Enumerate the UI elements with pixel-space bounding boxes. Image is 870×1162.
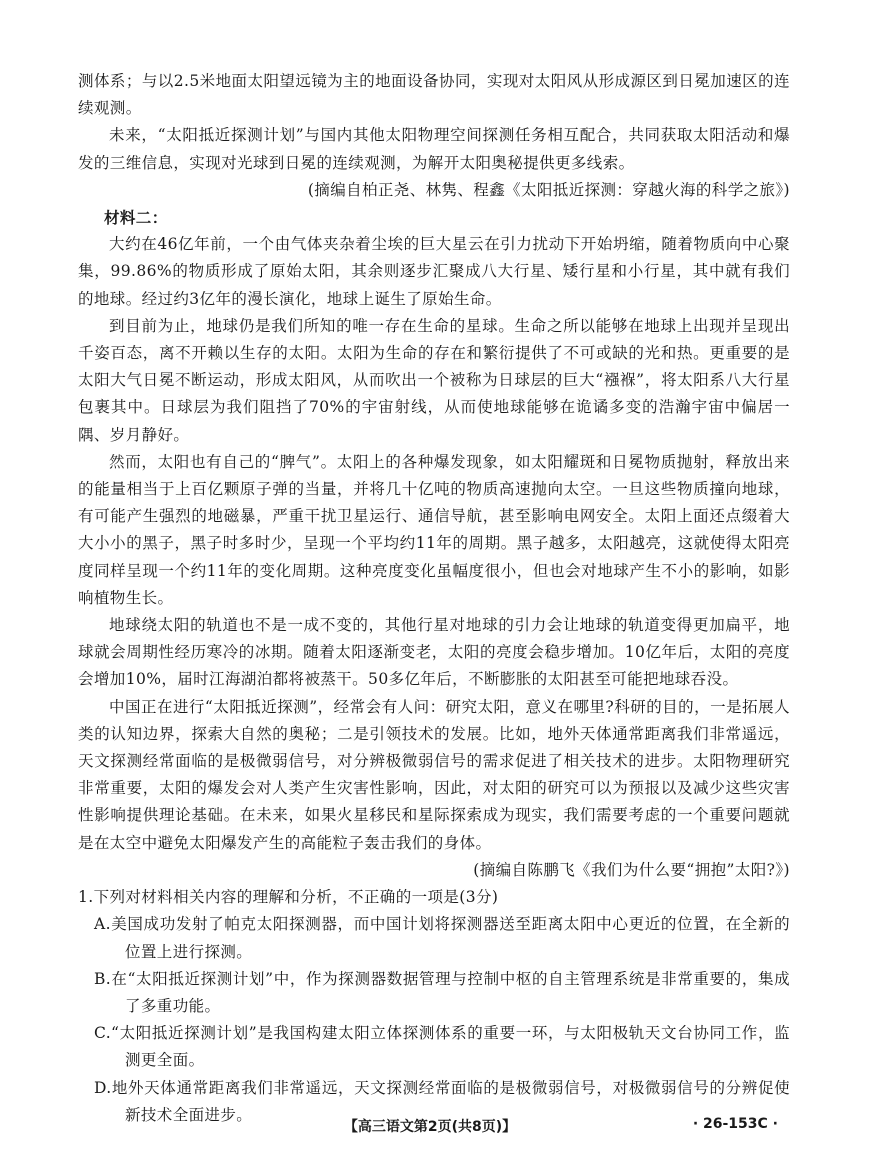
continued-paragraph: 测体系；与以2.5米地面太阳望远镜为主的地面设备协同，实现对太阳风从形成源区到日冕加速区的连续观测。 [78, 72, 790, 118]
material-2-heading: 材料二： [104, 208, 168, 228]
option-a-text: A.美国成功发射了帕克太阳探测器，而中国计划将探测器送至距离太阳中心更近的位置，在全新的位置上进行探测。 [94, 915, 790, 961]
option-b-text: B.在“太阳抵近探测计划”中，作为探测器数据管理与控制中枢的自主管理系统是非常重要的，集成了多重功能。 [94, 969, 790, 1015]
footer-page-label: 【高三语文第2页(共8页)】 [343, 1119, 517, 1135]
future-paragraph: 未来，“太阳抵近探测计划”与国内其他太阳物理空间探测任务相互配合，共同获取太阳活动和爆发的三维信息，实现对光球到日冕的连续观测，为解开太阳奥秘提供更多线索。 [78, 126, 790, 172]
source-citation-1: (摘编自柏正尧、林隽、程鑫《太阳抵近探测：穿越火海的科学之旅》) [307, 180, 790, 199]
material-2-paragraph-3: 然而，太阳也有自己的“脾气”。太阳上的各种爆发现象，如太阳耀斑和日冕物质抛射，释放出来的能量相当于上百亿颗原子弹的当量，并将几十亿吨的物质高速抛向太空。一旦这些物质撞向地球，有可能产生强烈的地磁暴，严重干扰卫星运行、通信导航，甚至影响电网安全。太阳上面还点缀着大大小小的黑子，黑子时多时少，呈现一个平均约11年的周期。黑子越多，太阳越亮，这就使得太阳亮度同样呈现一个约11年的变化周期。这种亮度变化虽幅度很小，但也会对地球产生不小的影响，如影响植物生长。 [78, 452, 790, 607]
option-d-text: D.地外天体通常距离我们非常遥远，天文探测经常面临的是极微弱信号，对极微弱信号的分辨促使新技术全面进步。 [94, 1078, 790, 1124]
question-1-option-c [78, 1020, 790, 1074]
material-2-paragraph-1: 大约在46亿年前，一个由气体夹杂着尘埃的巨大星云在引力扰动下开始坍缩，随着物质向中心聚集，99.86%的物质形成了原始太阳，其余则逐步汇聚成八大行星、矮行星和小行星，其中就有我们的地球。经过约3亿年的漫长演化，地球上诞生了原始生命。 [78, 235, 790, 308]
material-2-paragraph-4: 地球绕太阳的轨道也不是一成不变的，其他行星对地球的引力会让地球的轨道变得更加扁平，地球就会周期性经历寒冷的冰期。随着太阳逐渐变老，太阳的亮度会稳步增加。10亿年后，太阳的亮度会增加10%，届时江海湖泊都将被蒸干。50多亿年后，不断膨胀的太阳甚至可能把地球吞没。 [78, 616, 790, 689]
question-1-option-a [78, 911, 790, 965]
option-c-text: C.“太阳抵近探测计划”是我国构建太阳立体探测体系的重要一环，与太阳极轨天文台协同工作，监测更全面。 [94, 1024, 790, 1070]
page-content [78, 68, 790, 1129]
material-2-paragraph-2: 到目前为止，地球仍是我们所知的唯一存在生命的星球。生命之所以能够在地球上出现并呈现出千姿百态，离不开赖以生存的太阳。太阳为生命的存在和繁衍提供了不可或缺的光和热。更重要的是太阳大气日冕不断运动，形成太阳风，从而吹出一个被称为日球层的巨大“襁褓”，将太阳系八大行星包裹其中。日球层为我们阻挡了70%的宇宙射线，从而使地球能够在诡谲多变的浩瀚宇宙中偏居一隅、岁月静好。 [78, 316, 790, 444]
page-footer [0, 1116, 870, 1140]
source-citation-2: (摘编自陈鹏飞《我们为什么要“拥抱”太阳?》) [473, 860, 790, 879]
footer-exam-code: · 26-153C · [692, 1116, 778, 1132]
material-2-paragraph-5: 中国正在进行“太阳抵近探测”，经常会有人问：研究太阳，意义在哪里?科研的目的，一是拓展人类的认知边界，探索大自然的奥秘；二是引领技术的发展。比如，地外天体通常距离我们非常遥远，天文探测经常面临的是极微弱信号，对分辨极微弱信号的需求促进了相关技术的进步。太阳物理研究非常重要，太阳的爆发会对人类产生灾害性影响，因此，对太阳的研究可以为预报以及减少这些灾害性影响提供理论基础。在未来，如果火星移民和星际探索成为现实，我们需要考虑的一个重要问题就是在太空中避免太阳爆发产生的高能粒子轰击我们的身体。 [78, 697, 790, 852]
question-1-option-b [78, 966, 790, 1020]
question-1-stem: 1.下列对材料相关内容的理解和分析，不正确的一项是(3分) [78, 888, 499, 907]
